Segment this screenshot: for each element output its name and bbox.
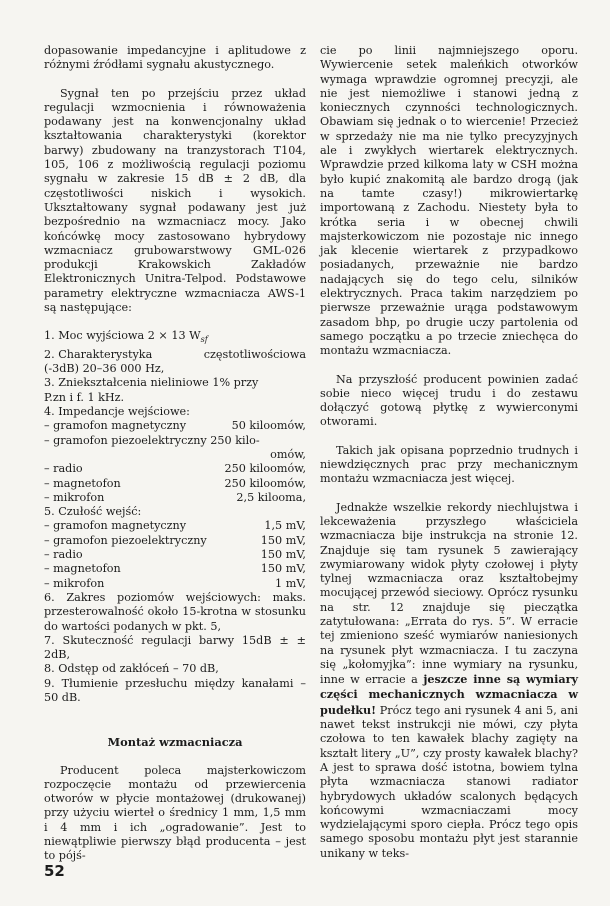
paragraph: cie po linii najmniejszego oporu. Wywiercenie setek maleńkich otworków wymaga wprawdzie ogromnej precyzji, ale nie jest niemożliwe i stanowi jedną z koniecznych czynności technologicznych. Obawiam się jednak o to wiercenie! Przecież w sprzedaży nie ma nie tylko precyzyjnych ale i zwykłych wiertarek elektrycznych. Wprawdzie przed kilkoma laty w CSH można było kupić znakomitą ale bardzo drogą (jak na tamte czasy!) mikrowiertarkę importowaną z Zachodu. Niestety była to krótka seria i w obecnej chwili majsterkowiczom nie pozostaje nic innego jak klecenie wiertarek z przypadkowo posiadanych, przeważnie nie bardzo nadających się do tego celu, silników elektrycznych. Praca takim narzędziem po pierwsze przeważnie urąga podstawowym zasadom bhp, po drugie uczy partolenia od samego początku a po trzecie zniechęca do montażu wzmacniacza. [320, 44, 578, 358]
sensitivity-row: – magnetofon 150 mV, [44, 562, 306, 576]
spec-item-frequency-range: (-3dB) 20–36 000 Hz, [44, 362, 165, 376]
impedance-row: – radio 250 kiloomów, [44, 462, 306, 476]
sensitivity-row: – mikrofon 1 mV, [44, 576, 306, 590]
left-column [44, 44, 306, 864]
spec-item-tone-control: 7. Skuteczność regulacji barwy 15dB ± ± 2dB, [44, 633, 306, 662]
page-number: 52 [44, 862, 65, 880]
impedance-row: – mikrofon 2,5 kilooma, [44, 490, 306, 504]
spec-item-distortion: 3. Zniekształcenia nieliniowe 1% przy P.zn i f. 1 kHz. [44, 376, 259, 404]
spec-item-power: 1. Moc wyjściowa 2 × 13 $W_{sf}$ [44, 329, 208, 345]
paragraph: dopasowanie impedancyjne i aplitudowe z różnymi źródłami sygnału akustycznego. [44, 44, 306, 72]
sensitivity-row: – radio 150 mV, [44, 548, 306, 562]
impedance-row: omów, [270, 447, 306, 461]
paragraph: Na przyszłość producent powinien zadać sobie nieco więcej trudu i do zestawu dołączyć gotową płytkę z wywierconymi otworami. [320, 372, 578, 429]
paragraph: Jednakże wszelkie rekordy niechlujstwa i lekceważenia przyszłego właściciela wzmacniacza bije instrukcja na stronie 12. Znajduje się tam rysunek 5 zawierający zwymiarowany widok płyty czołowej i płyty tylnej wzmacniacza oraz kształtobejmy mocującej przewód sieciowy. Oprócz rysunku na str. 12 znajduje się pieczątka zatytułowana: „Errata do rys. 5”. W erracie tej zmieniono sześć wymiarów naniesionych na rysunek płyt wzmacniacza. I tu zaczyna się „kołomyjka”: inne wymiary na rysunku, inne w erracie a jeszcze inne są wymiary części mechanicznych wzmacniacza w pudełku! Prócz tego ani rysunek 4 ani 5, ani nawet tekst instrukcji nie mówi, czy płyta czołowa to ten kawałek blachy zagięty na kształt litery „U”, czy prosty kawałek blachy? A jest to sprawa dość istotna, bowiem tylna płyta wzmacniacza stanowi radiator hybrydowych układów scalonych będących końcowymi wzmacniaczami mocy wydzielającymi sporo ciepła. Prócz tego opis samego sposobu montażu płyt jest starannie unikany w teks- [320, 500, 578, 860]
spec-item-input-levels: 6. Zakres poziomów wejściowych: maks. przesterowalność około 15-krotna w stosunku do wartości podanych w pkt. 5, [44, 590, 306, 633]
spec-item-sensitivity: 5. Czułość wejść: [44, 505, 142, 519]
impedance-row: – gramofon piezoelektryczny 250 kilo- [44, 433, 260, 447]
section-heading: Montaż wzmacniacza [107, 735, 243, 750]
spec-item-frequency: 2. Charakterystyka częstotliwościowa [44, 347, 306, 361]
paragraph: Takich jak opisana poprzednio trudnych i niewdzięcznych prac przy mechanicznym montażu wzmacniacza jest więcej. [320, 443, 578, 486]
bold-emphasis: jeszcze inne są wymiary części mechanicznych wzmacniacza w pudełku! [320, 672, 578, 717]
impedance-row: – gramofon magnetyczny 50 kiloomów, [44, 419, 306, 433]
spec-item-crosstalk: 9. Tłumienie przesłuchu między kanałami – 50 dB. [44, 676, 306, 704]
sensitivity-row: – gramofon magnetyczny 1,5 mV, [44, 519, 306, 533]
impedance-row: – magnetofon 250 kiloomów, [44, 476, 306, 490]
paragraph: Producent poleca majsterkowiczom rozpoczęcie montażu od przewiercenia otworów w płycie montażowej (drukowanej) przy użyciu wierteł o średnicy 1 mm, 1,5 mm i 4 mm i ich „ogradowanie”. Jest to niewątpliwie pierwszy błąd producenta – jest to pójś- [44, 763, 306, 863]
spec-item-noise: 8. Odstęp od zakłóceń – 70 dB, [44, 662, 219, 676]
sensitivity-row: – gramofon piezoelektryczny 150 mV, [44, 533, 306, 547]
spec-item-impedance: 4. Impedancje wejściowe: [44, 405, 190, 419]
right-column [320, 44, 578, 861]
paragraph: Sygnał ten po przejściu przez układ regulacji wzmocnienia i równoważenia podawany jest na konwencjonalny układ kształtowania charakterystyki (korektor barwy) zbudowany na tranzystorach T104, 105, 106 z możliwością regulacji poziomu sygnału w zakresie 15 dB ± 2 dB, dla częstotliwości niskich i wysokich. Ukształtowany sygnał podawany jest już bezpośrednio na wzmacniacz mocy. Jako końcówkę mocy zastosowano hybrydowy wzmacniacz grubowarstwowy GML-026 produkcji Krakowskich Zakładów Elektronicznych Unitra-Telpod. Podstawowe parametry elektryczne wzmacniacza AWS-1 są następujące: [44, 86, 306, 315]
